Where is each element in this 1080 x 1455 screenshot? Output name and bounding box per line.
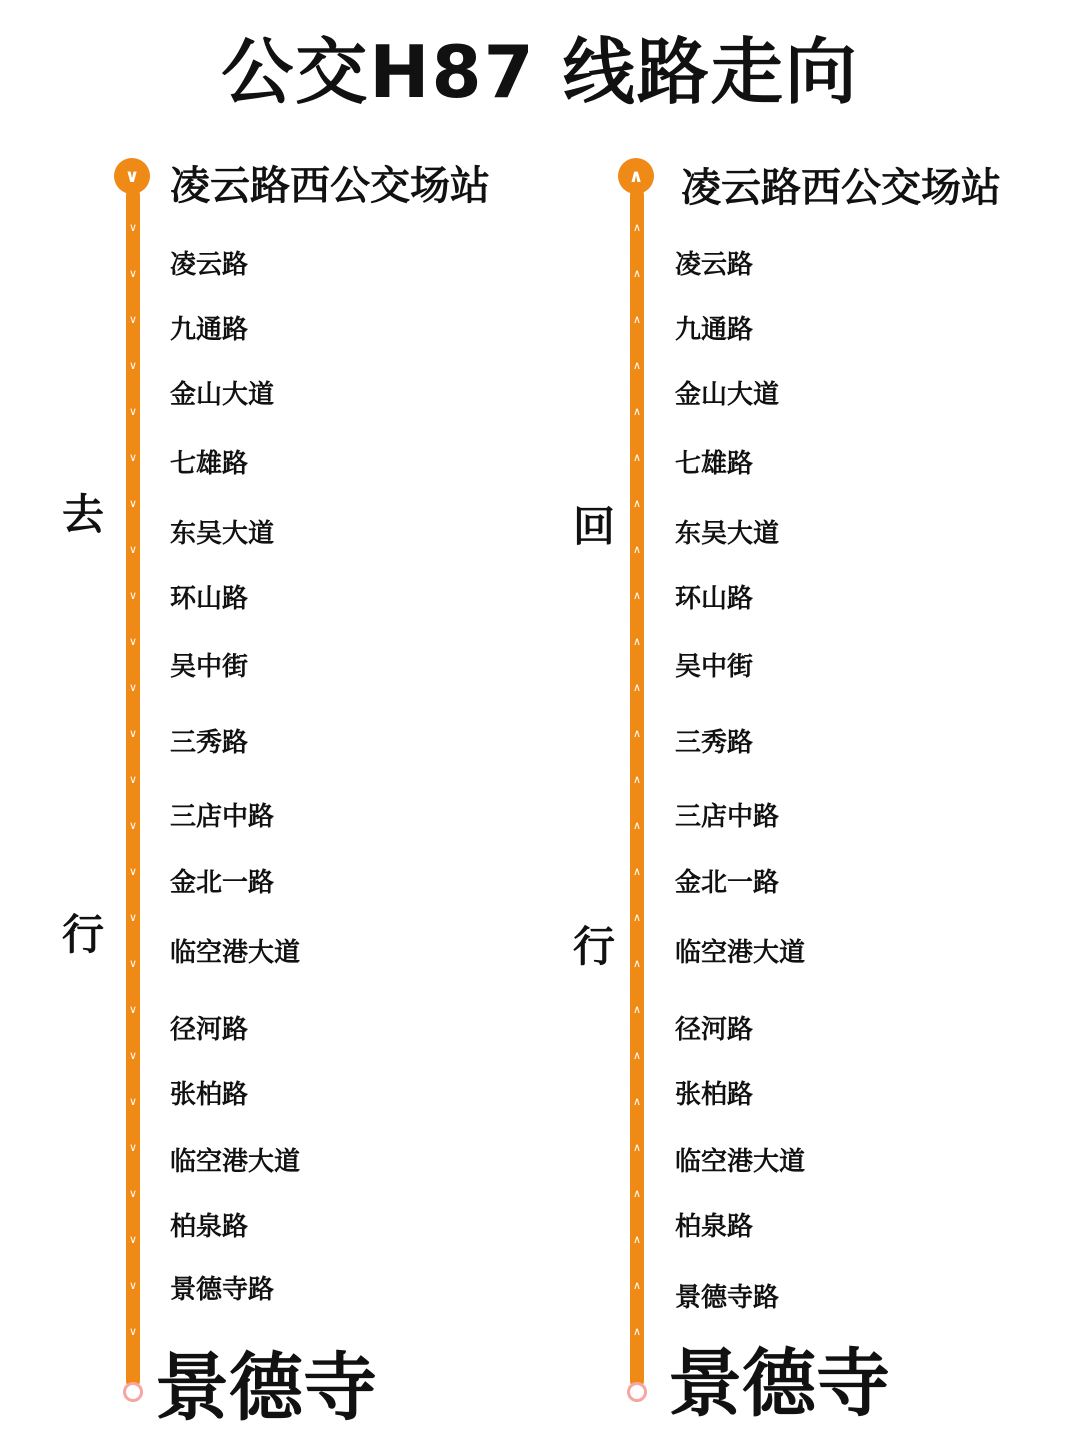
- chevron-up-icon: ∧: [632, 267, 642, 280]
- chevron-up-icon: ∧: [632, 1003, 642, 1016]
- chevron-down-icon: ∨: [128, 1095, 138, 1108]
- direction-label-bottom: 行: [573, 922, 616, 971]
- chevron-down-icon: ∨: [128, 819, 138, 832]
- chevron-up-icon: ∧: [632, 1095, 642, 1108]
- chevron-up-icon: ∧: [632, 635, 642, 648]
- chevron-up-icon: ∧: [632, 359, 642, 372]
- chevron-up-icon: ∧: [632, 773, 642, 786]
- chevron-down-icon: ∨: [128, 405, 138, 418]
- chevron-down-icon: ∨: [128, 1279, 138, 1292]
- chevron-up-icon: ∧: [632, 405, 642, 418]
- chevron-down-icon: ∨: [128, 313, 138, 326]
- stop-name: 凌云路: [675, 250, 754, 280]
- chevron-down-icon: ∨: [128, 681, 138, 694]
- stop-name: 柏泉路: [675, 1212, 754, 1242]
- chevron-up-icon: ∧: [632, 911, 642, 924]
- chevron-up-icon: ∧: [632, 543, 642, 556]
- stop-name: 临空港大道: [675, 938, 806, 968]
- chevron-down-icon: ∨: [128, 1003, 138, 1016]
- chevron-down-icon: ∨: [128, 589, 138, 602]
- stop-name: 七雄路: [170, 449, 249, 479]
- start-station: 凌云路西公交场站: [681, 164, 1001, 211]
- chevron-down-icon: ∨: [128, 635, 138, 648]
- stop-name: 东吴大道: [675, 519, 780, 549]
- stop-name: 景德寺路: [675, 1283, 780, 1313]
- chevron-up-icon: ∧: [632, 313, 642, 326]
- chevron-down-icon: ∨: [128, 773, 138, 786]
- direction-label-top: 回: [573, 502, 616, 551]
- chevron-up-icon: ∧: [632, 1187, 642, 1200]
- stop-name: 三秀路: [170, 728, 249, 758]
- stop-name: 径河路: [675, 1015, 754, 1045]
- chevron-down-icon: ∨: [128, 1233, 138, 1246]
- stop-name: 张柏路: [170, 1080, 249, 1110]
- inbound-route: [505, 0, 1045, 1455]
- stop-name: 临空港大道: [675, 1147, 806, 1177]
- chevron-up-icon: ∧: [632, 497, 642, 510]
- direction-label-top: 去: [62, 490, 105, 539]
- start-station: 凌云路西公交场站: [170, 162, 490, 209]
- chevron-up-icon: ∧: [632, 1141, 642, 1154]
- chevron-down-icon: ∨: [128, 1325, 138, 1338]
- stop-name: 临空港大道: [170, 938, 301, 968]
- chevron-down-icon: ∨: [128, 267, 138, 280]
- terminal-dot-icon: [627, 1382, 647, 1402]
- stop-name: 金北一路: [170, 868, 275, 898]
- chevron-up-icon: ∧: [632, 1279, 642, 1292]
- chevron-up-icon: ∧: [632, 221, 642, 234]
- terminal-dot-icon: [123, 1382, 143, 1402]
- chevron-down-icon: ∨: [128, 497, 138, 510]
- chevron-down-icon: ∨: [128, 865, 138, 878]
- chevron-down-icon: ∨: [128, 957, 138, 970]
- chevron-up-icon: ∧: [632, 451, 642, 464]
- chevron-up-icon: ∧: [632, 1325, 642, 1338]
- chevron-down-icon: ∨: [128, 359, 138, 372]
- chevron-up-icon: ∧: [632, 681, 642, 694]
- page-title: 公交H87 线路走向: [221, 30, 859, 114]
- stop-name: 张柏路: [675, 1080, 754, 1110]
- chevron-down-icon: ∨: [114, 158, 150, 194]
- end-station: 景德寺: [155, 1345, 377, 1431]
- chevron-up-icon: ∧: [632, 819, 642, 832]
- chevron-up-icon: ∧: [632, 1049, 642, 1062]
- stop-name: 临空港大道: [170, 1147, 301, 1177]
- stop-name: 环山路: [170, 584, 249, 614]
- chevron-down-icon: ∨: [128, 727, 138, 740]
- chevron-up-icon: ∧: [618, 158, 654, 194]
- chevron-down-icon: ∨: [128, 221, 138, 234]
- stop-name: 九通路: [170, 315, 249, 345]
- stop-name: 七雄路: [675, 449, 754, 479]
- chevron-down-icon: ∨: [128, 1141, 138, 1154]
- chevron-up-icon: ∧: [632, 957, 642, 970]
- stop-name: 凌云路: [170, 250, 249, 280]
- stop-name: 三店中路: [170, 802, 275, 832]
- stop-name: 九通路: [675, 315, 754, 345]
- chevron-down-icon: ∨: [128, 543, 138, 556]
- stop-name: 柏泉路: [170, 1212, 249, 1242]
- stop-name: 金山大道: [675, 380, 780, 410]
- stop-name: 三秀路: [675, 728, 754, 758]
- chevron-down-icon: ∨: [128, 911, 138, 924]
- stop-name: 环山路: [675, 584, 754, 614]
- chevron-up-icon: ∧: [632, 865, 642, 878]
- chevron-up-icon: ∧: [632, 589, 642, 602]
- direction-label-bottom: 行: [62, 910, 105, 959]
- chevron-down-icon: ∨: [128, 451, 138, 464]
- stop-name: 东吴大道: [170, 519, 275, 549]
- chevron-down-icon: ∨: [128, 1187, 138, 1200]
- chevron-up-icon: ∧: [632, 727, 642, 740]
- stop-name: 三店中路: [675, 802, 780, 832]
- stop-name: 径河路: [170, 1015, 249, 1045]
- stop-name: 吴中街: [170, 652, 249, 682]
- stop-name: 金北一路: [675, 868, 780, 898]
- stop-name: 景德寺路: [170, 1275, 275, 1305]
- chevron-up-icon: ∧: [632, 1233, 642, 1246]
- end-station: 景德寺: [668, 1341, 890, 1427]
- stop-name: 金山大道: [170, 380, 275, 410]
- chevron-down-icon: ∨: [128, 1049, 138, 1062]
- stop-name: 吴中街: [675, 652, 754, 682]
